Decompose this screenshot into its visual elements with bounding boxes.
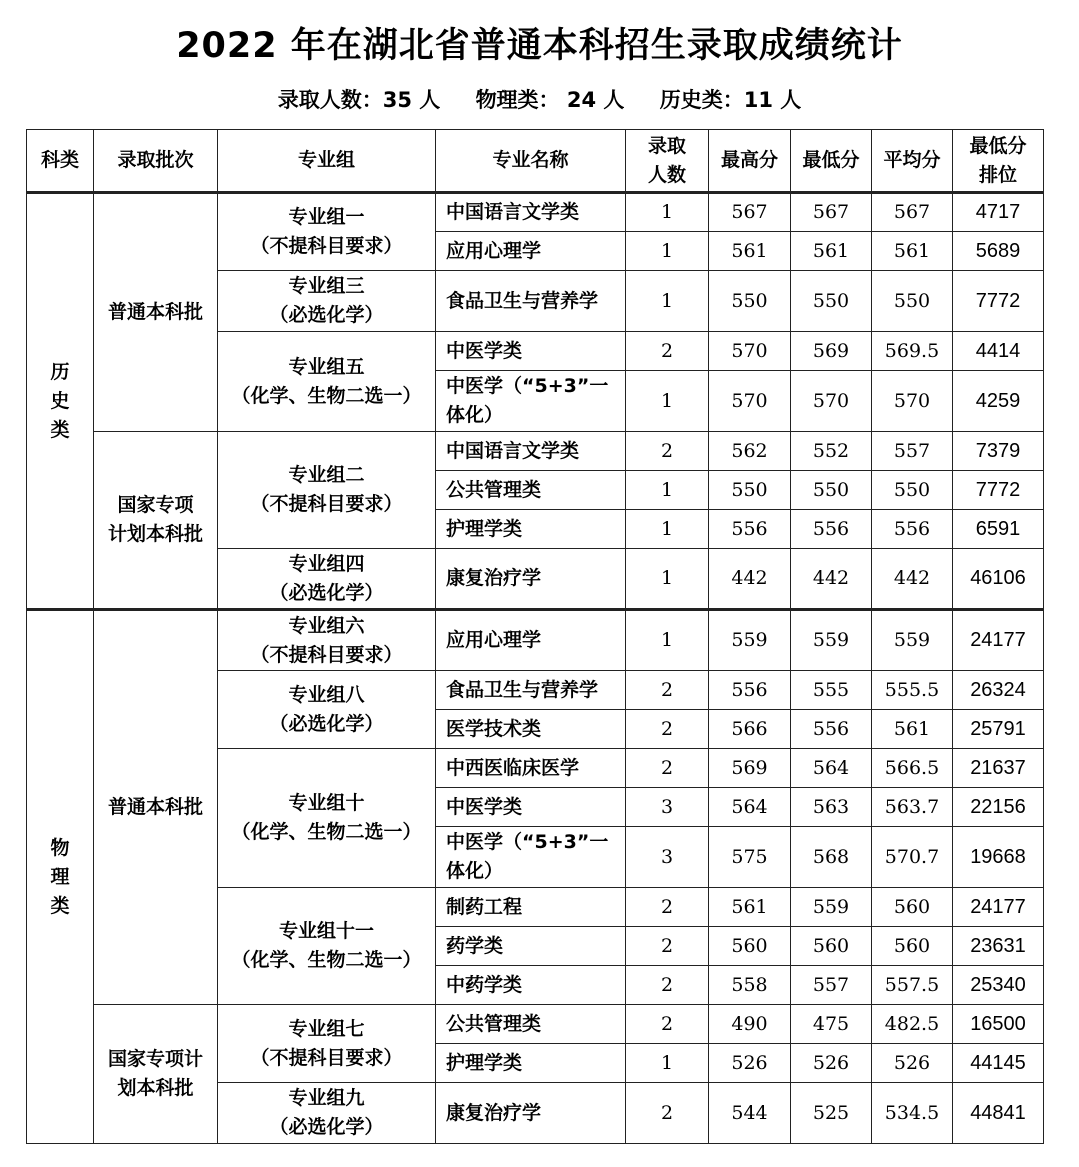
group-3: 专业组三 （必选化学）: [218, 271, 436, 332]
category-history: 历 史 类: [27, 193, 94, 610]
min-score: 561: [791, 232, 872, 271]
min-score: 560: [791, 927, 872, 966]
col-header-category: 科类: [27, 130, 94, 193]
min-score: 568: [791, 827, 872, 888]
major-name: 中国语言文学类: [436, 193, 626, 232]
avg-score: 561: [872, 232, 953, 271]
major-name: 药学类: [436, 927, 626, 966]
major-name: 医学技术类: [436, 710, 626, 749]
table-row: [27, 193, 1044, 232]
min-score: 557: [791, 966, 872, 1005]
max-score: 559: [709, 610, 791, 671]
min-rank: 44145: [953, 1044, 1044, 1083]
col-header-group: 专业组: [218, 130, 436, 193]
group-2: 专业组二 （不提科目要求）: [218, 432, 436, 549]
admitted-count: 1: [626, 549, 709, 610]
min-rank: 5689: [953, 232, 1044, 271]
max-score: 561: [709, 888, 791, 927]
col-header-admitted-l2: 人数: [647, 163, 686, 186]
major-name: 中医学（“5+3”一 体化）: [436, 371, 626, 432]
min-rank: 16500: [953, 1005, 1044, 1044]
group-7: 专业组七 （不提科目要求）: [218, 1005, 436, 1083]
col-header-avg: 平均分: [872, 130, 953, 193]
major-name: 康复治疗学: [436, 549, 626, 610]
admitted-count: 1: [626, 510, 709, 549]
min-rank: 46106: [953, 549, 1044, 610]
col-header-min: 最低分: [791, 130, 872, 193]
group-5: 专业组五 （化学、生物二选一）: [218, 332, 436, 432]
avg-score: 442: [872, 549, 953, 610]
group-10: 专业组十 （化学、生物二选一）: [218, 749, 436, 888]
avg-score: 482.5: [872, 1005, 953, 1044]
min-score: 552: [791, 432, 872, 471]
min-score: 556: [791, 710, 872, 749]
major-name: 制药工程: [436, 888, 626, 927]
admission-summary: [0, 84, 1079, 114]
group-11: 专业组十一 （化学、生物二选一）: [218, 888, 436, 1005]
major-name: 中医学（“5+3”一 体化）: [436, 827, 626, 888]
avg-score: 557.5: [872, 966, 953, 1005]
table-row: [27, 1005, 1044, 1044]
min-score: 550: [791, 471, 872, 510]
avg-score: 561: [872, 710, 953, 749]
min-rank: 7772: [953, 471, 1044, 510]
admitted-count: 2: [626, 671, 709, 710]
max-score: 556: [709, 671, 791, 710]
max-score: 562: [709, 432, 791, 471]
admitted-count: 1: [626, 1044, 709, 1083]
header-row: [27, 130, 1044, 193]
max-score: 556: [709, 510, 791, 549]
col-header-major: 专业名称: [436, 130, 626, 193]
group-1: 专业组一 （不提科目要求）: [218, 193, 436, 271]
major-name: 康复治疗学: [436, 1083, 626, 1144]
col-header-admitted-l1: 录取: [647, 134, 686, 157]
avg-score: 560: [872, 927, 953, 966]
group-6: 专业组六 （不提科目要求）: [218, 610, 436, 671]
max-score: 550: [709, 471, 791, 510]
major-name: 中国语言文学类: [436, 432, 626, 471]
table-row: [27, 610, 1044, 671]
max-score: 566: [709, 710, 791, 749]
major-name: 护理学类: [436, 1044, 626, 1083]
max-score: 569: [709, 749, 791, 788]
category-physics: 物 理 类: [27, 610, 94, 1144]
summary-physics: 物理类： 24 人: [475, 88, 625, 112]
admitted-count: 1: [626, 371, 709, 432]
major-name: 护理学类: [436, 510, 626, 549]
avg-score: 560: [872, 888, 953, 927]
avg-score: 550: [872, 271, 953, 332]
max-score: 558: [709, 966, 791, 1005]
group-8: 专业组八 （必选化学）: [218, 671, 436, 749]
admitted-count: 1: [626, 232, 709, 271]
major-name: 中西医临床医学: [436, 749, 626, 788]
min-rank: 6591: [953, 510, 1044, 549]
min-score: 563: [791, 788, 872, 827]
major-name: 公共管理类: [436, 1005, 626, 1044]
min-rank: 24177: [953, 888, 1044, 927]
admitted-count: 2: [626, 749, 709, 788]
major-name: 食品卫生与营养学: [436, 671, 626, 710]
major-name: 应用心理学: [436, 610, 626, 671]
min-rank: 26324: [953, 671, 1044, 710]
min-rank: 25340: [953, 966, 1044, 1005]
max-score: 561: [709, 232, 791, 271]
max-score: 567: [709, 193, 791, 232]
min-score: 570: [791, 371, 872, 432]
avg-score: 570.7: [872, 827, 953, 888]
max-score: 570: [709, 371, 791, 432]
min-rank: 21637: [953, 749, 1044, 788]
min-score: 442: [791, 549, 872, 610]
max-score: 560: [709, 927, 791, 966]
table-row: [27, 432, 1044, 471]
major-name: 应用心理学: [436, 232, 626, 271]
avg-score: 550: [872, 471, 953, 510]
major-name: 中医学类: [436, 332, 626, 371]
min-score: 559: [791, 888, 872, 927]
min-rank: 23631: [953, 927, 1044, 966]
col-header-rank: [953, 130, 1044, 193]
summary-history: 历史类：11 人: [659, 88, 802, 112]
admitted-count: 2: [626, 332, 709, 371]
min-rank: 19668: [953, 827, 1044, 888]
min-rank: 22156: [953, 788, 1044, 827]
min-score: 559: [791, 610, 872, 671]
admitted-count: 2: [626, 432, 709, 471]
max-score: 564: [709, 788, 791, 827]
avg-score: 559: [872, 610, 953, 671]
max-score: 442: [709, 549, 791, 610]
min-score: 526: [791, 1044, 872, 1083]
min-rank: 4717: [953, 193, 1044, 232]
col-header-rank-l2: 排位: [978, 163, 1017, 186]
admitted-count: 2: [626, 888, 709, 927]
max-score: 544: [709, 1083, 791, 1144]
min-score: 567: [791, 193, 872, 232]
max-score: 570: [709, 332, 791, 371]
avg-score: 570: [872, 371, 953, 432]
page-title: 2022 年在湖北省普通本科招生录取成绩统计: [176, 26, 903, 66]
min-score: 556: [791, 510, 872, 549]
admitted-count: 1: [626, 610, 709, 671]
avg-score: 569.5: [872, 332, 953, 371]
admitted-count: 1: [626, 471, 709, 510]
min-rank: 25791: [953, 710, 1044, 749]
avg-score: 534.5: [872, 1083, 953, 1144]
max-score: 526: [709, 1044, 791, 1083]
batch-history-regular: 普通本科批: [94, 193, 218, 432]
avg-score: 557: [872, 432, 953, 471]
admitted-count: 2: [626, 1083, 709, 1144]
min-score: 550: [791, 271, 872, 332]
summary-total: 录取人数：35 人: [277, 88, 441, 112]
min-rank: 7379: [953, 432, 1044, 471]
min-score: 555: [791, 671, 872, 710]
major-name: 公共管理类: [436, 471, 626, 510]
avg-score: 566.5: [872, 749, 953, 788]
major-name: 食品卫生与营养学: [436, 271, 626, 332]
batch-history-special: 国家专项 计划本科批: [94, 432, 218, 610]
avg-score: 567: [872, 193, 953, 232]
min-rank: 44841: [953, 1083, 1044, 1144]
admission-score-table: [26, 129, 1044, 1144]
admitted-count: 1: [626, 271, 709, 332]
major-name: 中医学类: [436, 788, 626, 827]
admitted-count: 2: [626, 966, 709, 1005]
min-rank: 7772: [953, 271, 1044, 332]
batch-physics-regular: 普通本科批: [94, 610, 218, 1005]
col-header-batch: 录取批次: [94, 130, 218, 193]
admitted-count: 3: [626, 827, 709, 888]
avg-score: 556: [872, 510, 953, 549]
min-rank: 4414: [953, 332, 1044, 371]
min-rank: 4259: [953, 371, 1044, 432]
col-header-rank-l1: 最低分: [969, 134, 1027, 157]
min-rank: 24177: [953, 610, 1044, 671]
col-header-admitted: [626, 130, 709, 193]
min-score: 569: [791, 332, 872, 371]
major-name: 中药学类: [436, 966, 626, 1005]
avg-score: 555.5: [872, 671, 953, 710]
min-score: 475: [791, 1005, 872, 1044]
avg-score: 526: [872, 1044, 953, 1083]
max-score: 490: [709, 1005, 791, 1044]
col-header-max: 最高分: [709, 130, 791, 193]
max-score: 575: [709, 827, 791, 888]
batch-physics-special: 国家专项计 划本科批: [94, 1005, 218, 1144]
admitted-count: 2: [626, 710, 709, 749]
admitted-count: 2: [626, 1005, 709, 1044]
admitted-count: 3: [626, 788, 709, 827]
admitted-count: 1: [626, 193, 709, 232]
group-9: 专业组九 （必选化学）: [218, 1083, 436, 1144]
group-4: 专业组四 （必选化学）: [218, 549, 436, 610]
min-score: 525: [791, 1083, 872, 1144]
avg-score: 563.7: [872, 788, 953, 827]
admitted-count: 2: [626, 927, 709, 966]
min-score: 564: [791, 749, 872, 788]
max-score: 550: [709, 271, 791, 332]
